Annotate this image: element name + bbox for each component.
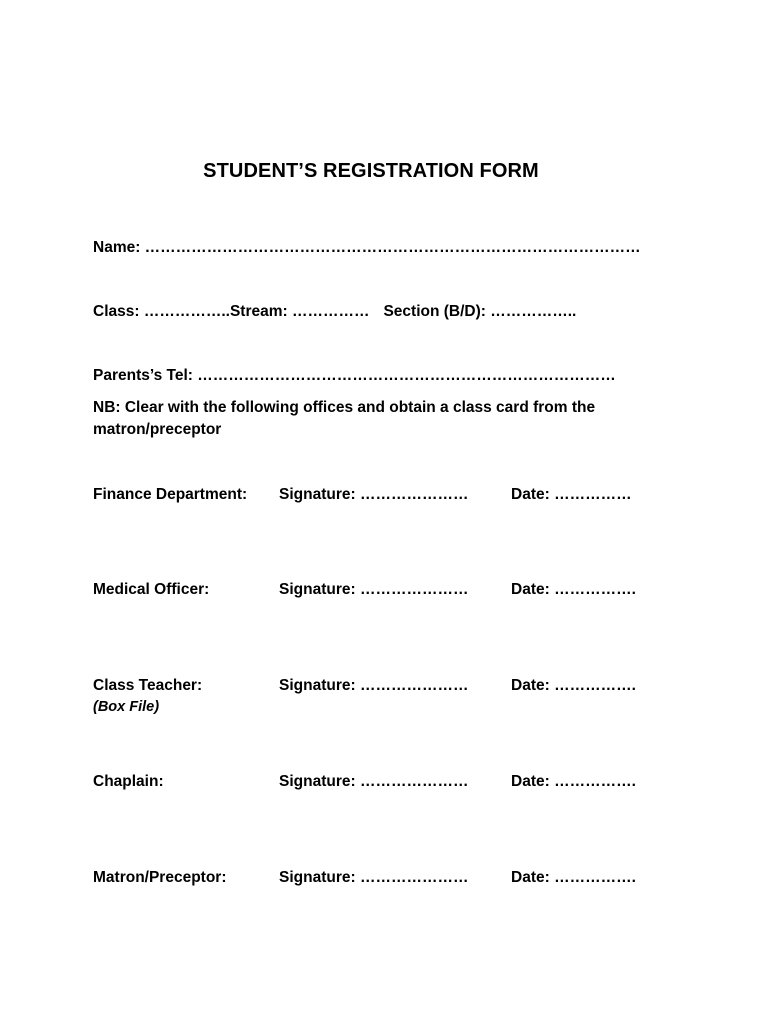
signature-field: Signature: ………………… [279,773,469,790]
parents-tel-field: Parents’s Tel: ……………………………………………………………………… [93,367,616,384]
signature-field: Signature: ………………… [279,869,469,886]
signature-field: Signature: ………………… [279,677,469,694]
box-file-note: (Box File) [93,699,160,715]
date-field: Date: ……………. [511,677,636,694]
class-stream-field: Class: ……………..Stream: …………… [93,303,370,320]
date-field: Date: ……………. [511,581,636,598]
office-row-chaplain [93,771,693,793]
office-label: Matron/Preceptor: [93,869,227,886]
class-stream-section-line [93,301,576,323]
office-label: Medical Officer: [93,581,210,598]
office-row-matron [93,867,693,889]
office-row-medical [93,579,693,601]
date-field: Date: …………… [511,486,632,503]
name-field: Name: …………………………………………………………………………………… [93,239,641,256]
form-title: STUDENT’S REGISTRATION FORM [203,160,539,182]
nb-instruction: NB: Clear with the following offices and obtain a class card from the matron/preceptor [93,399,596,438]
signature-field: Signature: ………………… [279,486,469,503]
date-field: Date: ……………. [511,773,636,790]
section-field: Section (B/D): …………….. [383,303,577,320]
office-row-class-teacher [93,675,693,697]
office-row-finance [93,484,693,506]
office-label: Class Teacher: [93,677,203,694]
office-label: Chaplain: [93,773,164,790]
office-label: Finance Department: [93,486,248,503]
date-field: Date: ……………. [511,869,636,886]
signature-field: Signature: ………………… [279,581,469,598]
